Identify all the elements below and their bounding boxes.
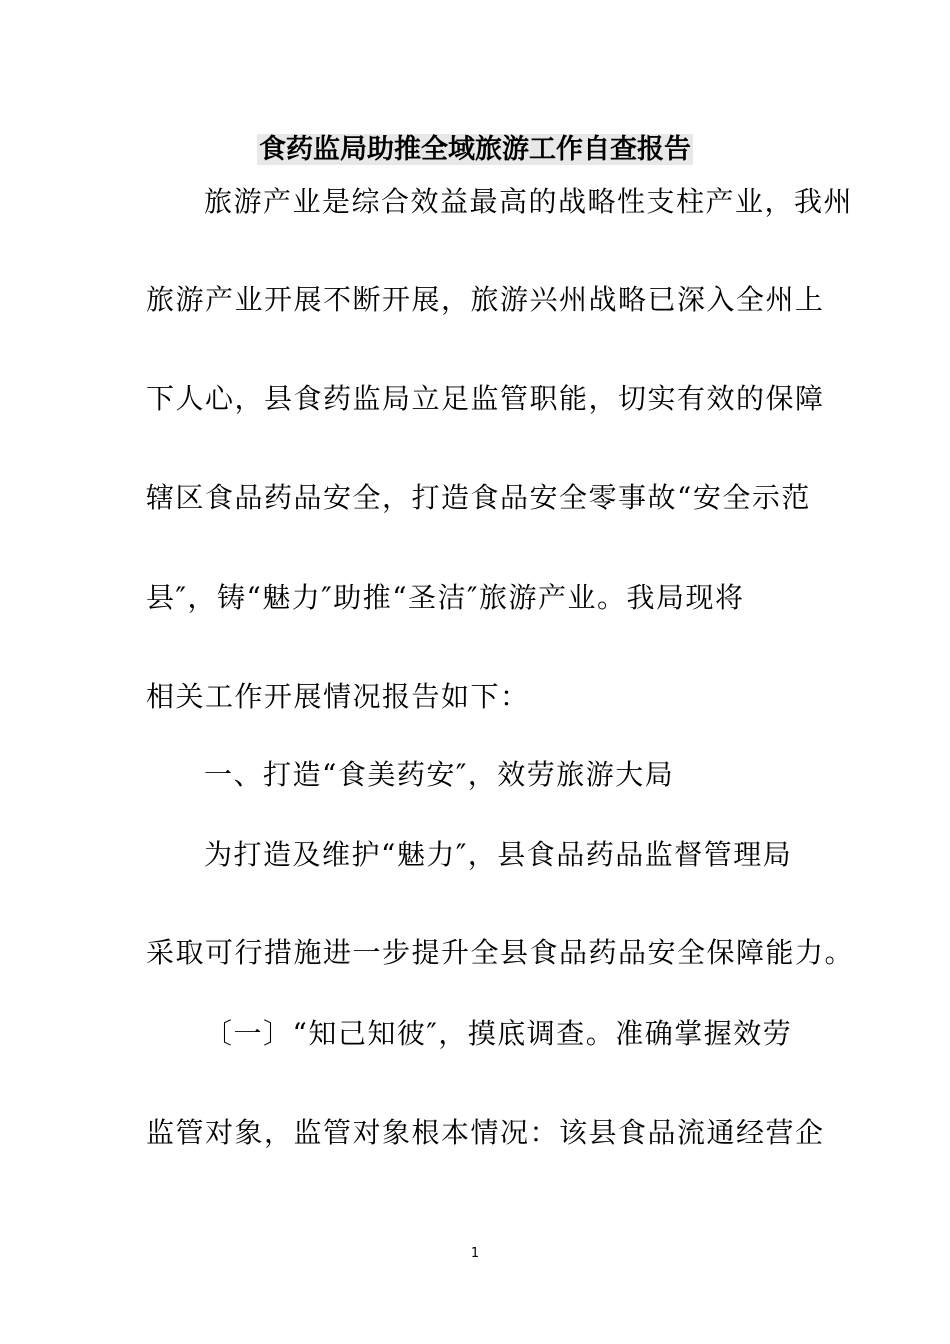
paragraph-line-3: 下人心，县食药监局立足监管职能，切实有效的保障 — [146, 382, 825, 415]
document-title-text: 食药监局助推全域旅游工作自查报告 — [259, 134, 691, 165]
subsection-line-1: 〔一〕“知己知彼″，摸底调查。准确掌握效劳 — [204, 1017, 793, 1050]
paragraph-line-2: 旅游产业开展不断开展，旅游兴州战略已深入全州上 — [146, 283, 825, 316]
page-number: 1 — [470, 1246, 480, 1261]
document-title — [0, 132, 950, 168]
paragraph-line-7: 为打造及维护“魅力″，县食品药品监督管理局 — [204, 838, 793, 871]
paragraph-line-5: 县″，铸“魅力″助推“圣洁″旅游产业。我局现将 — [146, 581, 745, 614]
section-heading-1: 一、打造“食美药安″，效劳旅游大局 — [204, 758, 675, 791]
paragraph-line-6: 相关工作开展情况报告如下： — [146, 680, 530, 713]
paragraph-line-1: 旅游产业是综合效益最高的战略性支柱产业，我州 — [204, 185, 854, 218]
paragraph-line-8: 采取可行措施进一步提升全县食品药品安全保障能力。 — [146, 936, 855, 969]
paragraph-line-9: 监管对象，监管对象根本情况：该县食品流通经营企 — [146, 1116, 825, 1149]
paragraph-line-4: 辖区食品药品安全，打造食品安全零事故“安全示范 — [146, 481, 811, 514]
